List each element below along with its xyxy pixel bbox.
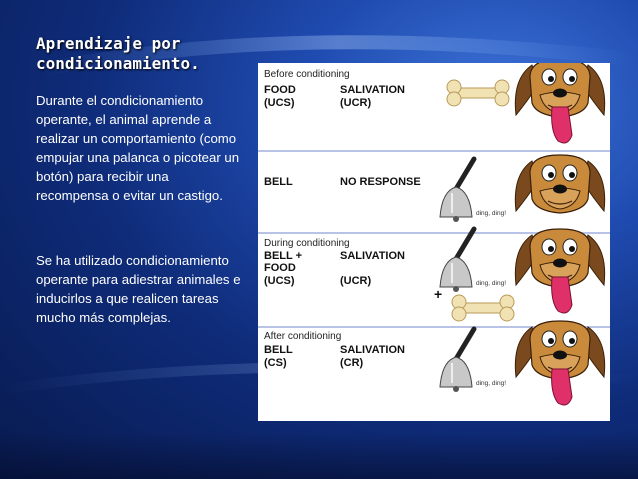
row4-right-line1: SALIVATION (340, 344, 405, 356)
phase-after-label: After conditioning (264, 331, 342, 342)
row1-left-line2: (UCS) (264, 97, 295, 109)
phase-during-label: During conditioning (264, 238, 350, 249)
ding-text: ding, ding! (476, 210, 506, 217)
tongue-icon (552, 107, 572, 143)
row2-left: BELL (264, 176, 293, 188)
bone-icon (452, 295, 514, 321)
bell-icon (440, 229, 474, 292)
bell-icon (440, 159, 474, 222)
plus-sign: + (434, 286, 443, 302)
row3-left-line3: (UCS) (264, 275, 295, 287)
ding-text: ding, ding! (476, 380, 506, 387)
dog-icon (515, 155, 604, 213)
slide-title: Aprendizaje por condicionamiento. (36, 34, 200, 73)
slide-bottom-shade (0, 432, 638, 479)
ding-text: ding, ding! (476, 280, 506, 287)
row4-left-line1: BELL (264, 344, 293, 356)
row3-left-line1: BELL + (264, 250, 303, 262)
row4-right-line2: (CR) (340, 357, 364, 369)
row3-right-line1: SALIVATION (340, 250, 405, 262)
row2-right: NO RESPONSE (340, 176, 421, 188)
bell-icon (440, 329, 474, 392)
row4-left-line2: (CS) (264, 357, 287, 369)
tongue-icon (552, 369, 572, 405)
conditioning-diagram (258, 63, 610, 421)
row3-right-line2: (UCR) (340, 275, 372, 287)
phase-before-label: Before conditioning (264, 69, 350, 80)
body-paragraph-2: Se ha utilizado condicionamiento operante para adiestrar animales e inducirlos a que realicen tareas mucho más complejas. (36, 253, 241, 325)
bone-icon (447, 80, 509, 106)
row3-left-line2: FOOD (264, 262, 296, 274)
row1-right-line2: (UCR) (340, 97, 372, 109)
body-paragraph-1: Durante el condicionamiento operante, el animal aprende a realizar un comportamiento (como empujar una palanca o picotear un botón) para recibir una recompensa o evitar un castigo. (36, 93, 240, 203)
row1-right-line1: SALIVATION (340, 84, 405, 96)
row1-left-line1: FOOD (264, 84, 296, 96)
tongue-icon (552, 277, 572, 313)
